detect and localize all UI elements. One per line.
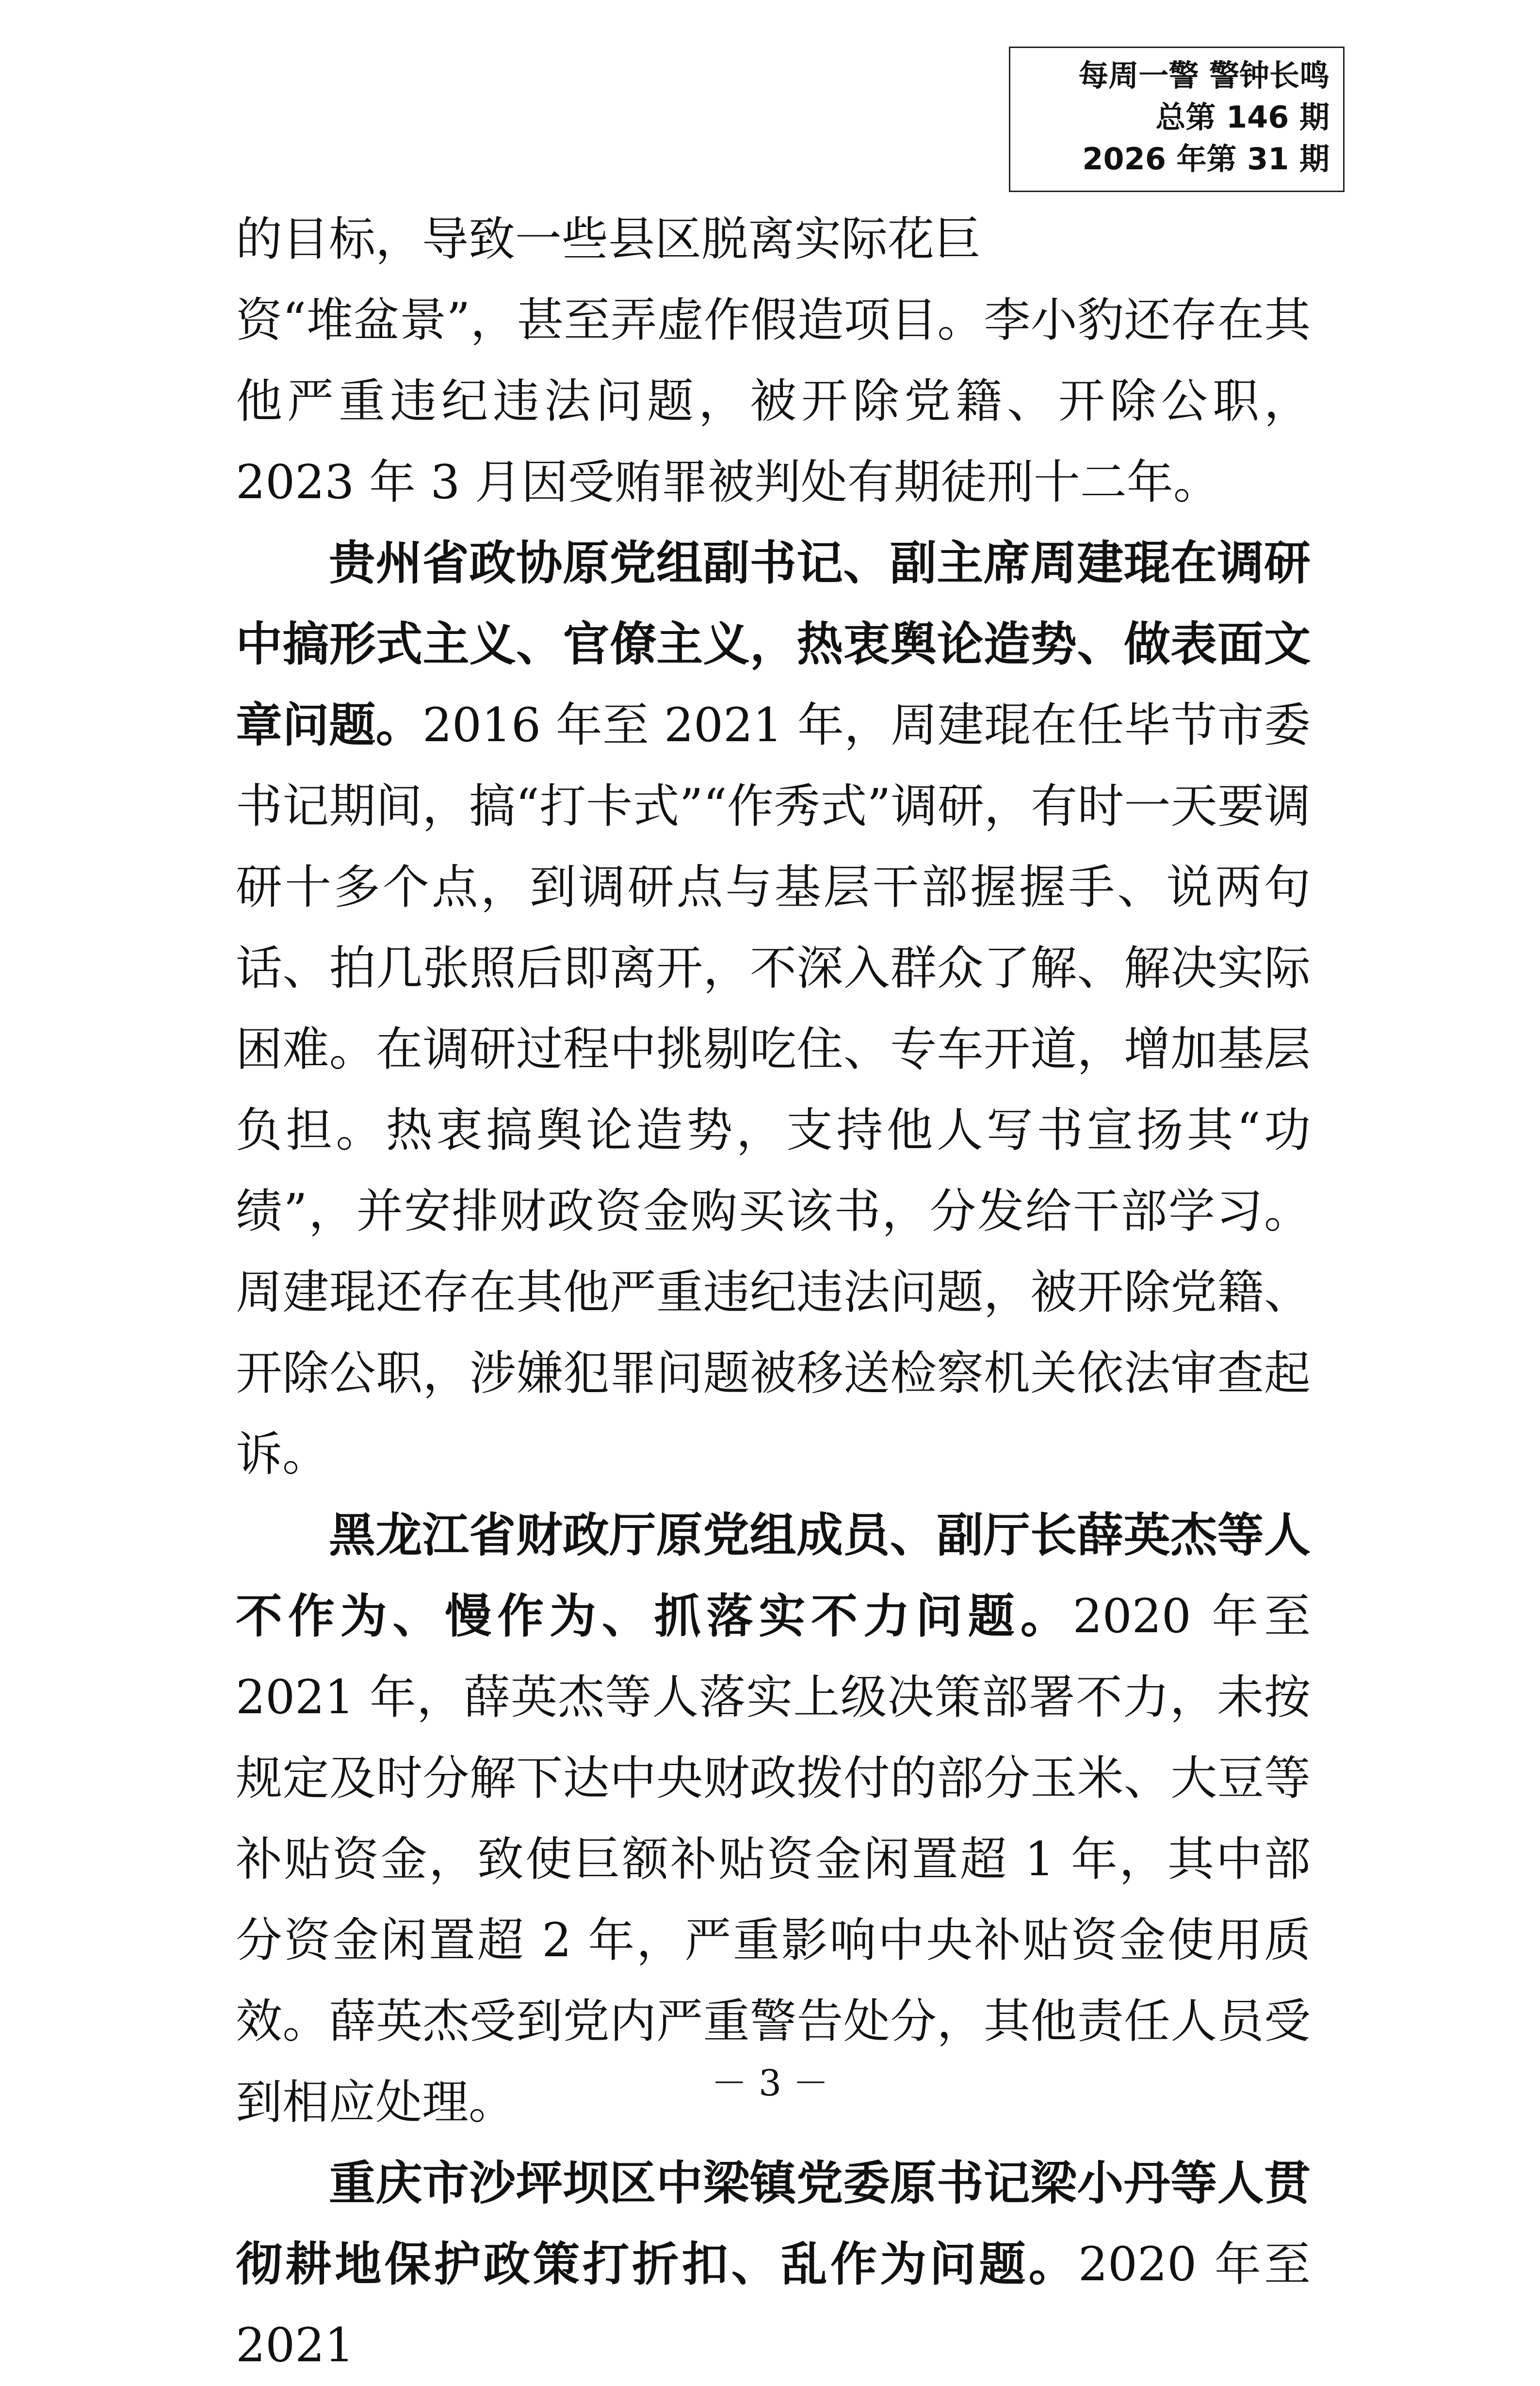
paragraph-continued bbox=[236, 280, 1311, 523]
continued-text: 资“堆盆景”，甚至弄虚作假造项目。李小豹还存在其他严重违纪违法问题，被开除党籍、开除公职，2023 年 3 月因受贿罪被判处有期徒刑十二年。 bbox=[236, 293, 1311, 509]
case-body-heilongjiang: 2020 年至 2021 年，薛英杰等人落实上级决策部署不力，未按规定及时分解下达中央财政拨付的部分玉米、大豆等补贴资金，致使巨额补贴资金闲置超 1 年，其中部分资金闲置超 2 年，严重影响中央补贴资金使用质效。薛英杰受到党内严重警告处分，其他责任人员受到相应处理。 bbox=[236, 1589, 1311, 2129]
case-heading-guizhou: 贵州省政协原党组副书记、副主席周建琨在调研中搞形式主义、官僚主义，热衷舆论造势、做表面文章问题。 bbox=[236, 536, 1311, 752]
case-body-chongqing: 2020 年至 2021 bbox=[236, 2237, 1311, 2372]
page-number: － 3 － bbox=[711, 2062, 829, 2104]
header-year-issue: 2026 年第 31 期 bbox=[1082, 141, 1329, 177]
case-body-guizhou: 2016 年至 2021 年，周建琨在任毕节市委书记期间，搞“打卡式”“作秀式”调研，有时一天要调研十多个点，到调研点与基层干部握握手、说两句话、拍几张照后即离开，不深入群众了解、解决实际困难。在调研过程中挑剔吃住、专车开道，增加基层负担。热衷搞舆论造势，支持他人写书宣扬其“功绩”，并安排财政资金购买该书，分发给干部学习。周建琨还存在其他严重违纪违法问题，被开除党籍、开除公职，涉嫌犯罪问题被移送检察机关依法审查起诉。 bbox=[236, 698, 1311, 1481]
continued-text-line: 的目标，导致一些县区脱离实际花巨 bbox=[236, 212, 981, 266]
case-heading-heilongjiang: 黑龙江省财政厅原党组成员、副厅长薛英杰等人不作为、慢作为、抓落实不力问题。 bbox=[236, 1508, 1311, 1643]
paragraph-case-heilongjiang bbox=[236, 1495, 1311, 2143]
paragraph-case-guizhou bbox=[236, 523, 1311, 1495]
header-total-issue: 总第 146 期 bbox=[1155, 99, 1329, 135]
paragraph-case-chongqing bbox=[236, 2143, 1311, 2386]
case-heading-chongqing: 重庆市沙坪坝区中梁镇党委原书记梁小丹等人贯彻耕地保护政策打折扣、乱作为问题。 bbox=[236, 2156, 1311, 2291]
paragraph-continued-line bbox=[236, 199, 1311, 280]
document-body bbox=[236, 199, 1311, 2386]
issue-header-box bbox=[1009, 47, 1345, 192]
header-slogan: 每周一警 警钟长鸣 bbox=[1078, 58, 1329, 93]
